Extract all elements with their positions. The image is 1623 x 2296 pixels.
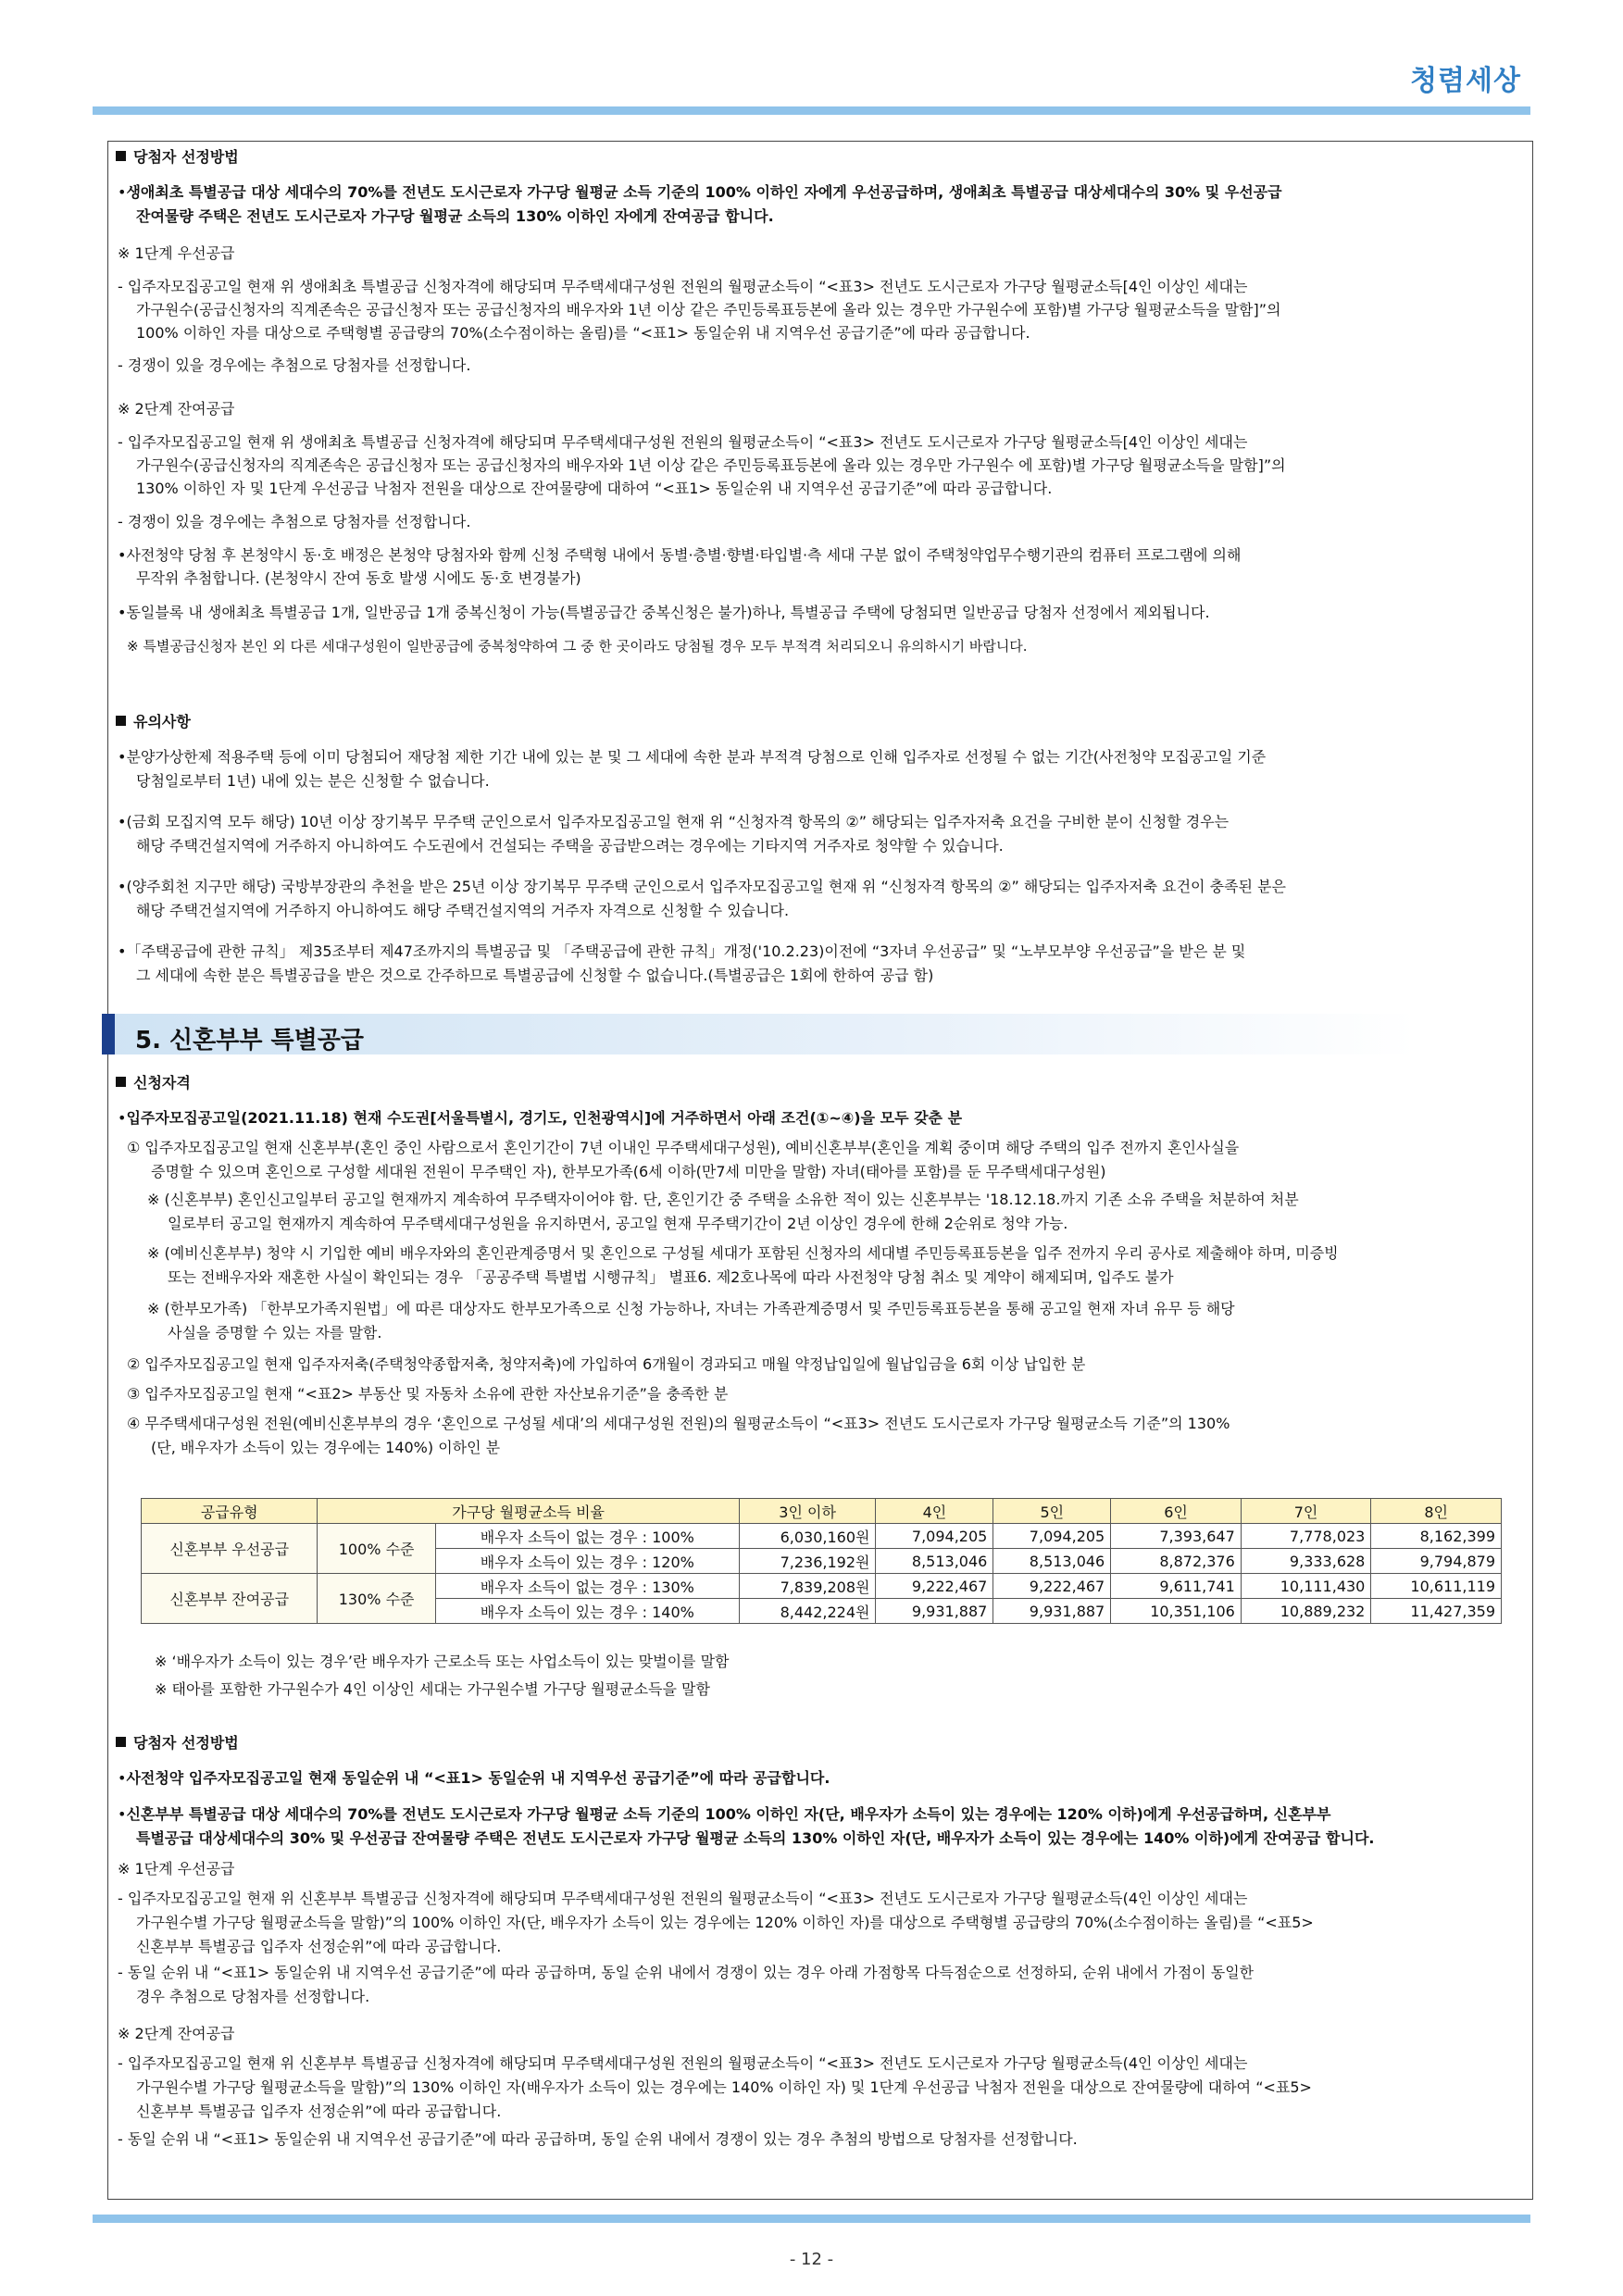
table-cell: 9,931,887 [993, 1599, 1111, 1624]
bullet-line: •사전청약 입주자모집공고일 현재 동일순위 내 “<표1> 동일순위 내 지역우선 공급기준”에 따라 공급합니다. [118, 1769, 830, 1787]
table-header: 4인 [876, 1499, 993, 1524]
text-line: 경우 추첨으로 당첨자를 선정합니다. [136, 1988, 370, 2005]
income-table [141, 1498, 1502, 1624]
step-heading: ※ 1단계 우선공급 [118, 1860, 235, 1878]
table-note: ※ ‘배우자가 소득이 있는 경우’란 배우자가 근로소득 또는 사업소득이 있는 맞벌이를 말함 [155, 1653, 730, 1670]
condition-line: (단, 배우자가 소득이 있는 경우에는 140%) 이하인 분 [151, 1439, 501, 1456]
table-cell: 7,094,205 [993, 1524, 1111, 1549]
bullet-line: •(금회 모집지역 모두 해당) 10년 이상 장기복무 무주택 군인으로서 입주자모집공고일 현재 위 “신청자격 항목의 ②” 해당되는 입주자저축 요건을 구비한 분이 신청할 경우는 [118, 813, 1230, 830]
table-header-row [142, 1499, 1502, 1524]
bullet-line: •생애최초 특별공급 대상 세대수의 70%를 전년도 도시근로자 가구당 월평균 소득 기준의 100% 이하인 자에게 우선공급하며, 생애최초 특별공급 대상세대수의 30% 및 우선공급 [118, 183, 1282, 201]
table-note: ※ 태아를 포함한 가구원수가 4인 이상인 세대는 가구원수별 가구당 월평균소득을 말함 [155, 1680, 710, 1698]
step-heading: ※ 2단계 잔여공급 [118, 400, 235, 418]
banner-title: 5. 신혼부부 특별공급 [135, 1027, 364, 1054]
page-number: - 12 - [789, 2250, 834, 2269]
table-header: 6인 [1111, 1499, 1242, 1524]
note-line: ※ (한부모가족) 「한부모가족지원법」에 따른 대상자도 한부모가족으로 신청 가능하나, 자녀는 가족관계증명서 및 주민등록표등본을 통해 공고일 현재 자녀 유무 등 해당 [147, 1300, 1235, 1317]
bullet-line: 특별공급 대상세대수의 30% 및 우선공급 잔여물량 주택은 전년도 도시근로자 가구당 월평균 소득의 130% 이하인 자(단, 배우자가 소득이 있는 경우에는 140% 이하)에게 잔여공급 합니다. [136, 1829, 1375, 1847]
text-line: 신혼부부 특별공급 입주자 선정순위”에 따라 공급합니다. [136, 2103, 502, 2120]
table-cell: 9,333,628 [1241, 1549, 1371, 1574]
table-cell: 7,236,192원 [739, 1549, 876, 1574]
table-cell: 8,162,399 [1371, 1524, 1502, 1549]
table-cell: 11,427,359 [1371, 1599, 1502, 1624]
text-line: - 동일 순위 내 “<표1> 동일순위 내 지역우선 공급기준”에 따라 공급하며, 동일 순위 내에서 경쟁이 있는 경우 추첨의 방법으로 당첨자를 선정합니다. [118, 2130, 1078, 2148]
section-title-eligibility: 신청자격 [116, 1074, 191, 1092]
note-line: ※ (예비신혼부부) 청약 시 기입한 예비 배우자와의 혼인관계증명서 및 혼인으로 구성될 세대가 포함된 신청자의 세대별 주민등록표등본을 입주 전까지 우리 공사로 제출해야 하며, 미증빙 [147, 1244, 1339, 1262]
text-line: 가구원수별 가구당 월평균소득을 말함)”의 100% 이하인 자(단, 배우자가 소득이 있는 경우에는 120% 이하인 자)를 대상으로 주택형별 공급량의 70%(소수점이하는 올림)를 “<표5> [136, 1914, 1314, 1931]
table-row [142, 1574, 1502, 1599]
table-cell: 배우자 소득이 없는 경우 : 100% [435, 1524, 739, 1549]
text-line: 신혼부부 특별공급 입주자 선정순위”에 따라 공급합니다. [136, 1938, 502, 1955]
table-cell: 신혼부부 잔여공급 [142, 1574, 318, 1624]
note-line: 또는 전배우자와 재혼한 사실이 확인되는 경우 「공공주택 특별법 시행규칙」 별표6. 제2호나목에 따라 사전청약 당첨 취소 및 계약이 해제되며, 입주도 불가 [168, 1268, 1174, 1286]
bullet-line: •신혼부부 특별공급 대상 세대수의 70%를 전년도 도시근로자 가구당 월평균 소득 기준의 100% 이하인 자(단, 배우자가 소득이 있는 경우에는 120% 이하)에게 우선공급하며, 신혼부부 [118, 1805, 1331, 1823]
table-cell: 7,839,208원 [739, 1574, 876, 1599]
bullet-line: 그 세대에 속한 분은 특별공급을 받은 것으로 간주하므로 특별공급에 신청할 수 없습니다.(특별공급은 1회에 한하여 공급 함) [136, 967, 934, 984]
note-line: ※ 특별공급신청자 본인 외 다른 세대구성원이 일반공급에 중복청약하여 그 중 한 곳이라도 당첨될 경우 모두 부적격 처리되오니 유의하시기 바랍니다. [127, 638, 1028, 655]
text-line: - 입주자모집공고일 현재 위 생애최초 특별공급 신청자격에 해당되며 무주택세대구성원 전원의 월평균소득이 “<표3> 전년도 도시근로자 가구당 월평균소득[4인 이상인 세대는 [118, 433, 1248, 451]
header-rule [93, 106, 1530, 115]
condition-line: ① 입주자모집공고일 현재 신혼부부(혼인 중인 사람으로서 혼인기간이 7년 이내인 무주택세대구성원), 예비신혼부부(혼인을 계획 중이며 해당 주택의 입주 전까지 혼인사실을 [127, 1139, 1240, 1156]
table-cell: 8,513,046 [876, 1549, 993, 1574]
table-cell: 신혼부부 우선공급 [142, 1524, 318, 1574]
table-cell: 9,931,887 [876, 1599, 993, 1624]
banner-accent [102, 1014, 115, 1054]
table-cell: 7,778,023 [1241, 1524, 1371, 1549]
logo-text: 청렴세상 [1410, 65, 1521, 97]
bullet-line: •「주택공급에 관한 규칙」 제35조부터 제47조까지의 특별공급 및 「주택공급에 관한 규칙」개정('10.2.23)이전에 “3자녀 우선공급” 및 “노부모부양 우선공급”을 받은 분 및 [118, 942, 1246, 960]
table-cell: 8,442,224원 [739, 1599, 876, 1624]
note-line: 일로부터 공고일 현재까지 계속하여 무주택세대구성원을 유지하면서, 공고일 현재 무주택기간이 2년 이상인 경우에 한해 2순위로 청약 가능. [168, 1215, 1068, 1232]
table-cell: 7,094,205 [876, 1524, 993, 1549]
table-cell: 9,611,741 [1111, 1574, 1242, 1599]
bullet-line: •사전청약 당첨 후 본청약시 동·호 배정은 본청약 당첨자와 함께 신청 주택형 내에서 동별·층별·향별·타입별·측 세대 구분 없이 주택청약업무수행기관의 컴퓨터 프로그램에 의해 [118, 546, 1242, 564]
table-cell: 10,351,106 [1111, 1599, 1242, 1624]
footer-rule [93, 2215, 1530, 2223]
text-line: - 경쟁이 있을 경우에는 추첨으로 당첨자를 선정합니다. [118, 356, 471, 374]
note-line: 사실을 증명할 수 있는 자를 말함. [168, 1324, 382, 1341]
table-cell: 배우자 소득이 있는 경우 : 120% [435, 1549, 739, 1574]
table-header: 공급유형 [142, 1499, 318, 1524]
table-cell: 100% 수준 [318, 1524, 435, 1574]
table-cell: 10,111,430 [1241, 1574, 1371, 1599]
text-line: - 입주자모집공고일 현재 위 신혼부부 특별공급 신청자격에 해당되며 무주택세대구성원 전원의 월평균소득이 “<표3> 전년도 도시근로자 가구당 월평균소득(4인 이상인 세대는 [118, 2054, 1248, 2072]
table-header: 가구당 월평균소득 비율 [318, 1499, 739, 1524]
section-banner [102, 1014, 1417, 1054]
bullet-line: 해당 주택건설지역에 거주하지 아니하여도 해당 주택건설지역의 거주자 자격으로 신청할 수 있습니다. [136, 902, 790, 919]
table-cell: 9,794,879 [1371, 1549, 1502, 1574]
table-cell: 8,513,046 [993, 1549, 1111, 1574]
bullet-line: •(양주회천 지구만 해당) 국방부장관의 추천을 받은 25년 이상 장기복무 무주택 군인으로서 입주자모집공고일 현재 위 “신청자격 항목의 ②” 해당되는 입주자저축 요건이 충족된 분은 [118, 878, 1286, 895]
bullet-line: 해당 주택건설지역에 거주하지 아니하여도 수도권에서 건설되는 주택을 공급받으려는 경우에는 기타지역 거주자로 청약할 수 있습니다. [136, 837, 1004, 855]
bullet-line: •입주자모집공고일(2021.11.18) 현재 수도권[서울특별시, 경기도, 인천광역시]에 거주하면서 아래 조건(①~④)을 모두 갖춘 분 [118, 1109, 963, 1127]
table-cell: 10,611,119 [1371, 1574, 1502, 1599]
bullet-line: 잔여물량 주택은 전년도 도시근로자 가구당 월평균 소득의 130% 이하인 자에게 잔여공급 합니다. [136, 207, 774, 225]
bullet-line: •분양가상한제 적용주택 등에 이미 당첨되어 재당첨 제한 기간 내에 있는 분 및 그 세대에 속한 분과 부적격 당첨으로 인해 입주자로 선정될 수 없는 기간(사전청약 모집공고일 기준 [118, 748, 1267, 766]
condition-line: ③ 입주자모집공고일 현재 “<표2> 부동산 및 자동차 소유에 관한 자산보유기준”을 충족한 분 [127, 1385, 729, 1403]
condition-line: ② 입주자모집공고일 현재 입주자저축(주택청약종합저축, 청약저축)에 가입하여 6개월이 경과되고 매월 약정납입일에 월납입금을 6회 이상 납입한 분 [127, 1355, 1086, 1373]
bullet-line: 무작위 추첨합니다. (본청약시 잔여 동호 발생 시에도 동·호 변경불가) [136, 569, 581, 587]
text-line: 가구원수(공급신청자의 직계존속은 공급신청자 또는 공급신청자의 배우자와 1년 이상 같은 주민등록표등본에 올라 있는 경우만 가구원수에 포함)별 가구당 월평균소득을 말함]”의 [136, 301, 1281, 318]
text-line: - 동일 순위 내 “<표1> 동일순위 내 지역우선 공급기준”에 따라 공급하며, 동일 순위 내에서 경쟁이 있는 경우 아래 가점항목 다득점순으로 선정하되, 순위 내에서 가점이 동일한 [118, 1964, 1255, 1981]
table-cell: 9,222,467 [993, 1574, 1111, 1599]
table-header: 3인 이하 [739, 1499, 876, 1524]
brand-logo [1410, 57, 1521, 98]
note-line: ※ (신혼부부) 혼인신고일부터 공고일 현재까지 계속하여 무주택자이어야 함. 단, 혼인기간 중 주택을 소유한 적이 있는 신혼부부는 '18.12.18.까지 기존 소유 주택을 처분하여 처분 [147, 1191, 1299, 1208]
table-cell: 130% 수준 [318, 1574, 435, 1624]
table-header: 7인 [1241, 1499, 1371, 1524]
section-title-selection: 당첨자 선정방법 [116, 148, 239, 167]
table-cell: 7,393,647 [1111, 1524, 1242, 1549]
table-cell: 6,030,160원 [739, 1524, 876, 1549]
text-line: 가구원수별 가구당 월평균소득을 말함)”의 130% 이하인 자(배우자가 소득이 있는 경우에는 140% 이하인 자) 및 1단계 우선공급 낙첨자 전원을 대상으로 잔여물량에 대하여 “<표5> [136, 2078, 1312, 2096]
text-line: - 입주자모집공고일 현재 위 신혼부부 특별공급 신청자격에 해당되며 무주택세대구성원 전원의 월평균소득이 “<표3> 전년도 도시근로자 가구당 월평균소득(4인 이상인 세대는 [118, 1890, 1248, 1907]
bullet-line: •동일블록 내 생애최초 특별공급 1개, 일반공급 1개 중복신청이 가능(특별공급간 중복신청은 불가)하나, 특별공급 주택에 당첨되면 일반공급 당첨자 선정에서 제외됩니다. [118, 604, 1210, 621]
text-line: - 경쟁이 있을 경우에는 추첨으로 당첨자를 선정합니다. [118, 513, 471, 530]
table-row [142, 1524, 1502, 1549]
table-header: 5인 [993, 1499, 1111, 1524]
step-heading: ※ 1단계 우선공급 [118, 244, 235, 262]
text-line: 130% 이하인 자 및 1단계 우선공급 낙첨자 전원을 대상으로 잔여물량에 대하여 “<표1> 동일순위 내 지역우선 공급기준”에 따라 공급합니다. [136, 480, 1053, 497]
bullet-line: 당첨일로부터 1년) 내에 있는 분은 신청할 수 없습니다. [136, 772, 490, 790]
table-cell: 배우자 소득이 없는 경우 : 130% [435, 1574, 739, 1599]
text-line: 가구원수(공급신청자의 직계존속은 공급신청자 또는 공급신청자의 배우자와 1년 이상 같은 주민등록표등본에 올라 있는 경우만 가구원수 에 포함)별 가구당 월평균소득을 말함]”의 [136, 456, 1286, 474]
text-line: - 입주자모집공고일 현재 위 생애최초 특별공급 신청자격에 해당되며 무주택세대구성원 전원의 월평균소득이 “<표3> 전년도 도시근로자 가구당 월평균소득[4인 이상인 세대는 [118, 278, 1248, 295]
step-heading: ※ 2단계 잔여공급 [118, 2025, 235, 2042]
section-title-newlywed-selection: 당첨자 선정방법 [116, 1734, 239, 1753]
table-header: 8인 [1371, 1499, 1502, 1524]
table-cell: 배우자 소득이 있는 경우 : 140% [435, 1599, 739, 1624]
condition-line: ④ 무주택세대구성원 전원(예비신혼부부의 경우 ‘혼인으로 구성될 세대’의 세대구성원 전원)의 월평균소득이 “<표3> 전년도 도시근로자 가구당 월평균소득 기준”의 130% [127, 1415, 1230, 1432]
table-cell: 8,872,376 [1111, 1549, 1242, 1574]
condition-line: 증명할 수 있으며 혼인으로 구성할 세대원 전원이 무주택인 자), 한부모가족(6세 이하(만7세 미만을 말함) 자녀(태아를 포함)를 둔 무주택세대구성원) [151, 1163, 1106, 1180]
table-cell: 9,222,467 [876, 1574, 993, 1599]
table-cell: 10,889,232 [1241, 1599, 1371, 1624]
text-line: 100% 이하인 자를 대상으로 주택형별 공급량의 70%(소수점이하는 올림)를 “<표1> 동일순위 내 지역우선 공급기준”에 따라 공급합니다. [136, 324, 1030, 342]
section-title-notes: 유의사항 [116, 713, 191, 731]
